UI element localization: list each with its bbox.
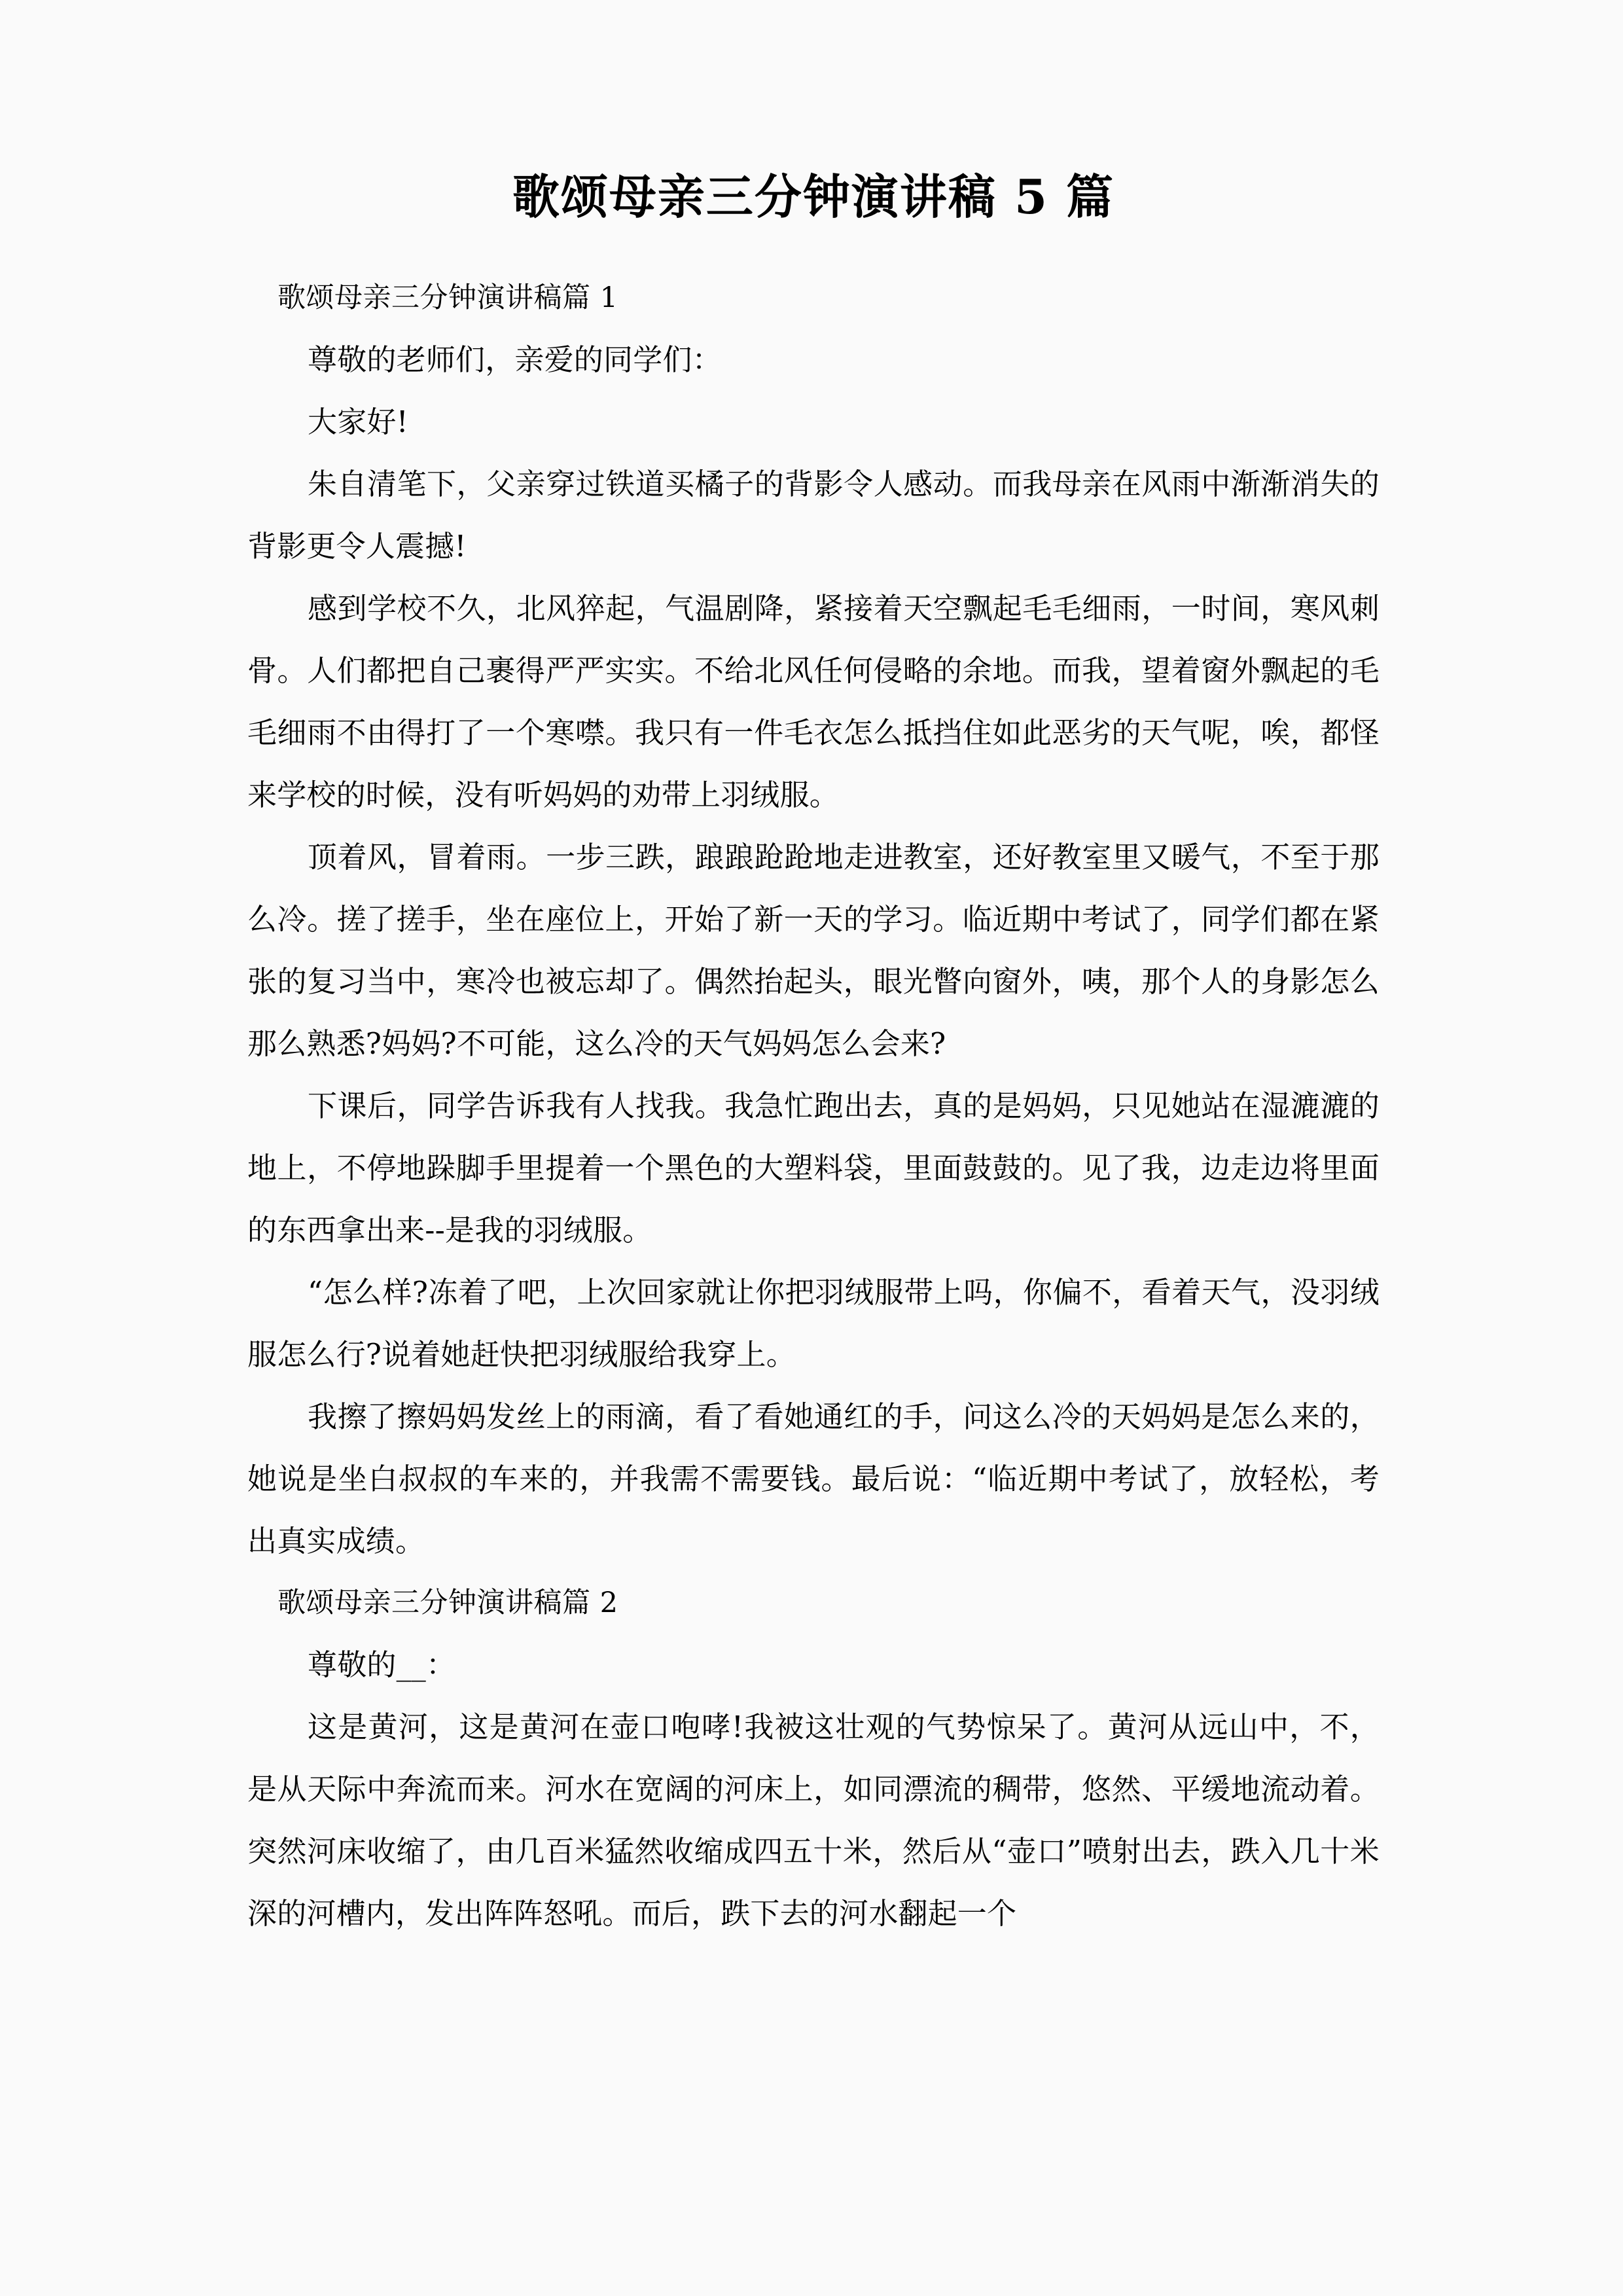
paragraph-salutation-2: 尊敬的__： xyxy=(308,1647,456,1682)
section-heading-1: 歌颂母亲三分钟演讲稿篇 1 xyxy=(277,281,618,314)
paragraph-after-class: 下课后，同学告诉我有人找我。我急忙跑出去，真的是妈妈，只见她站在湿漉漉的地上，不停地跺脚手里提着一个黑色的大塑料袋，里面鼓鼓的。见了我，边走边将里面的东西拿出来--是我的羽绒服。 xyxy=(247,1088,1380,1247)
paragraph-greeting: 大家好! xyxy=(308,404,408,439)
paragraph-intro: 朱自清笔下，父亲穿过铁道买橘子的背影令人感动。而我母亲在风雨中渐渐消失的背影更令人震撼! xyxy=(247,467,1380,564)
paragraph-closing-1: 我擦了擦妈妈发丝上的雨滴，看了看她通红的手，问这么冷的天妈妈是怎么来的，她说是坐白叔叔的车来的，并我需不需要钱。最后说：“临近期中考试了，放轻松，考出真实成绩。 xyxy=(247,1399,1380,1558)
page-title: 歌颂母亲三分钟演讲稿 5 篇 xyxy=(512,169,1115,224)
paragraph-weather: 感到学校不久，北风猝起，气温剧降，紧接着天空飘起毛毛细雨，一时间，寒风刺骨。人们都把自己裹得严严实实。不给北风任何侵略的余地。而我，望着窗外飘起的毛毛细雨不由得打了一个寒噤。我只有一件毛衣怎么抵挡住如此恶劣的天气呢，唉，都怪来学校的时候，没有听妈妈的劝带上羽绒服。 xyxy=(247,591,1380,812)
title-spacer xyxy=(247,226,1380,267)
page-content xyxy=(247,0,1380,1945)
paragraph-classroom: 顶着风，冒着雨。一步三跌，踉踉跄跄地走进教室，还好教室里又暖气，不至于那么冷。搓了搓手，坐在座位上，开始了新一天的学习。临近期中考试了，同学们都在紧张的复习当中，寒冷也被忘却了。偶然抬起头，眼光瞥向窗外，咦，那个人的身影怎么那么熟悉?妈妈?不可能，这么冷的天气妈妈怎么会来? xyxy=(247,840,1380,1061)
paragraph-yellow-river: 这是黄河，这是黄河在壶口咆哮!我被这壮观的气势惊呆了。黄河从远山中，不，是从天际中奔流而来。河水在宽阔的河床上，如同漂流的稠带，悠然、平缓地流动着。突然河床收缩了，由几百米猛然收缩成四五十米，然后从“壶口”喷射出去，跌入几十米深的河槽内，发出阵阵怒吼。而后，跌下去的河水翻起一个 xyxy=(247,1710,1380,1931)
section-heading-2: 歌颂母亲三分钟演讲稿篇 2 xyxy=(277,1587,618,1619)
paragraph-quote-mother: “怎么样?冻着了吧，上次回家就让你把羽绒服带上吗，你偏不，看着天气，没羽绒服怎么行?说着她赶快把羽绒服给我穿上。 xyxy=(247,1275,1380,1372)
paragraph-salutation-1: 尊敬的老师们，亲爱的同学们： xyxy=(308,342,722,377)
